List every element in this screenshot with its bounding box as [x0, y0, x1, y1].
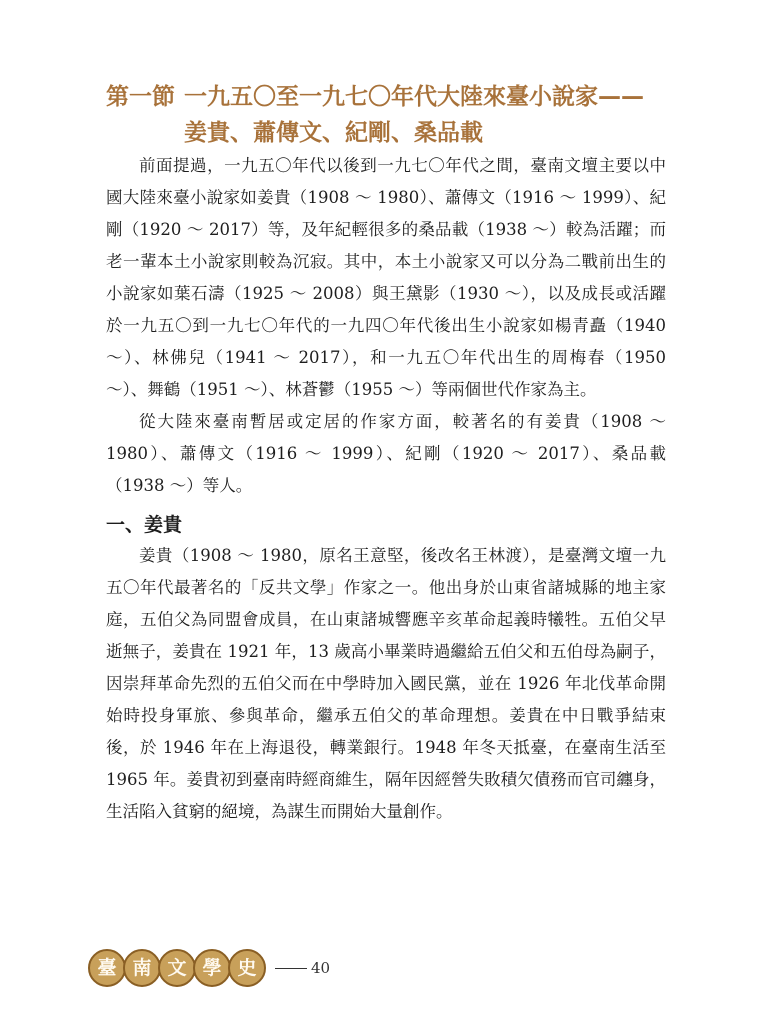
logo-char: 文 — [158, 949, 196, 987]
section-number: 第一節 — [106, 84, 175, 110]
heading-title: 一九五〇至一九七〇年代大陸來臺小說家—— — [184, 84, 644, 110]
intro-text — [106, 150, 666, 502]
page-footer — [88, 946, 330, 990]
heading-subtitle: 姜貴、蕭傳文、紀剛、桑品載 — [184, 120, 483, 146]
logo-char: 南 — [123, 949, 161, 987]
chapter-heading — [106, 80, 706, 150]
subsection-text — [106, 540, 666, 828]
subsection-title: 一、姜貴 — [106, 514, 183, 536]
logo-char: 臺 — [88, 949, 126, 987]
paragraph: 前面提過，一九五〇年代以後到一九七〇年代之間，臺南文壇主要以中國大陸來臺小說家如姜貴（1908 ～ 1980）、蕭傳文（1916 ～ 1999）、紀剛（1920 ～ 2017）等，及年紀輕很多的桑品載（1938 ～）較為活躍；而老一輩本土小說家則較為沉寂。其中，本土小說家又可以分為二戰前出生的小說家如葉石濤（1925 ～ 2008）與王黛影（1930 ～），以及成長或活躍於一九五〇到一九七〇年代的一九四〇年代後出生小說家如楊青矗（1940 ～）、林佛兒（1941 ～ 2017），和一九五〇年代出生的周梅春（1950 ～）、舞鶴（1951 ～）、林蒼鬱（1955 ～）等兩個世代作家為主。 — [106, 156, 666, 399]
footer-rule — [275, 968, 307, 969]
logo-char: 學 — [193, 949, 231, 987]
paragraph: 從大陸來臺南暫居或定居的作家方面，較著名的有姜貴（1908 ～ 1980）、蕭傳文（1916 ～ 1999）、紀剛（1920 ～ 2017）、桑品載（1938 ～）等人。 — [106, 412, 666, 495]
logo-char: 史 — [228, 949, 266, 987]
book-logo — [88, 949, 263, 987]
page-number: 40 — [311, 959, 331, 977]
paragraph: 姜貴（1908 ～ 1980，原名王意堅，後改名王林渡），是臺灣文壇一九五〇年代最著名的「反共文學」作家之一。他出身於山東省諸城縣的地主家庭，五伯父為同盟會成員，在山東諸城響應辛亥革命起義時犧牲。五伯父早逝無子，姜貴在 1921 年，13 歲高小畢業時過繼給五伯父和五伯母為嗣子，因崇拜革命先烈的五伯父而在中學時加入國民黨，並在 1926 年北伐革命開始時投身軍旅、參與革命，繼承五伯父的革命理想。姜貴在中日戰爭結束後，於 1946 年在上海退役，轉業銀行。1948 年冬天抵臺，在臺南生活至 1965 年。姜貴初到臺南時經商維生，隔年因經營失敗積欠債務而官司纏身，生活陷入貧窮的絕境，為謀生而開始大量創作。 — [106, 546, 666, 821]
